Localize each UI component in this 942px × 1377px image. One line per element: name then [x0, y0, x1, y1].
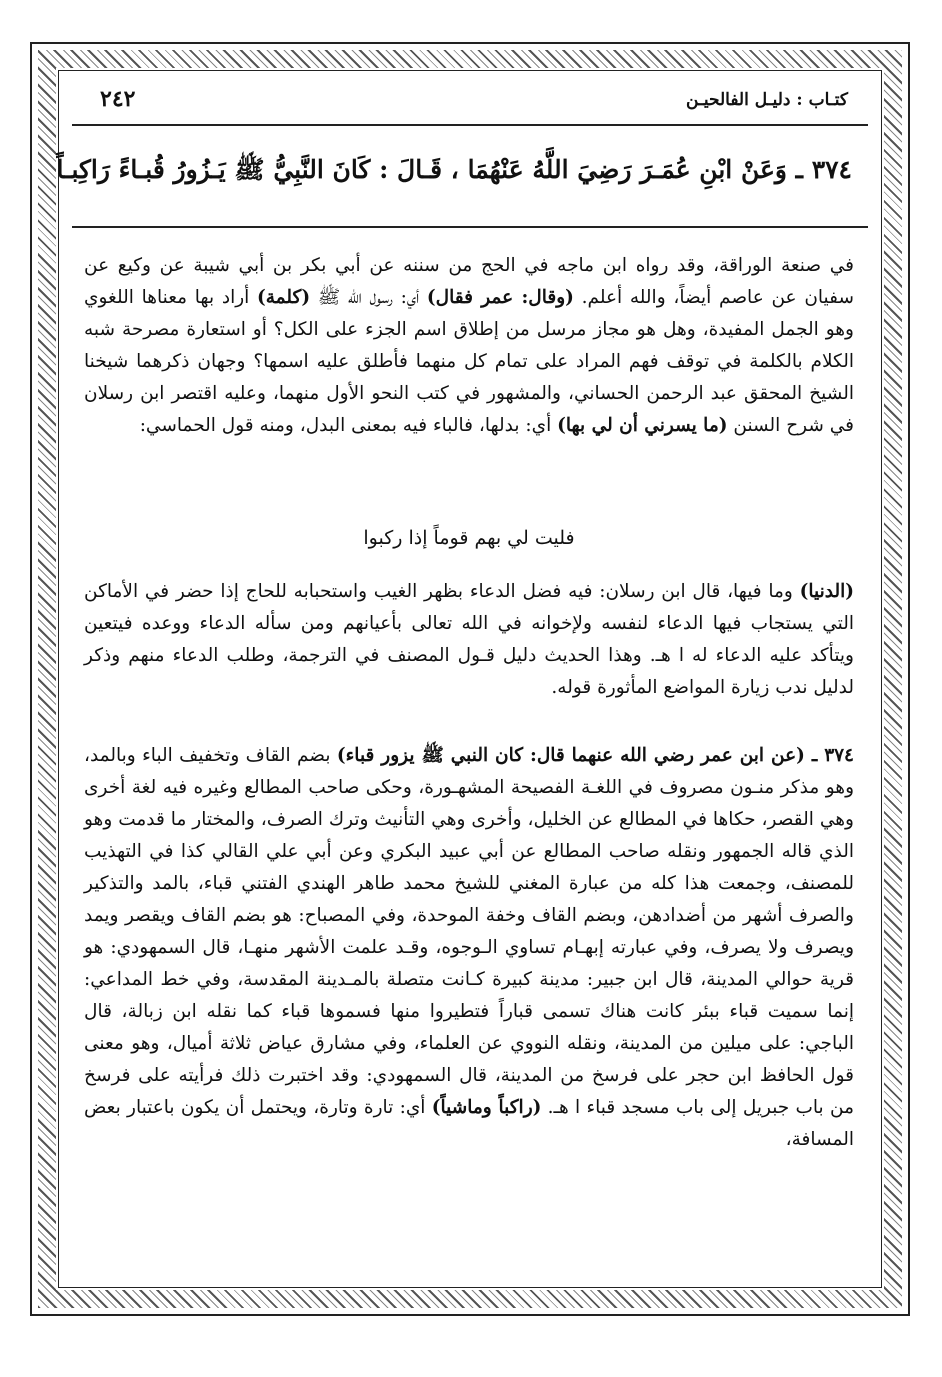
text-run: أي: رسول الله ﷺ — [310, 287, 427, 308]
commentary-paragraph-2 — [84, 576, 854, 704]
text-run: بضم القاف وتخفيف الباء وبالمد، وهو مذكر منـون مصروف في اللغـة الفصيحة المشهـورة، وحكى صاحب المطالع وغيره فيه لغة أخرى وهي القصر، حكاها في المطالع عن الخليل، وأخرى وهي التأنيث وترك الصرف، والمختار ما قدمت وهو الذي قاله الجمهور ونقله صاحب المطالع عن أبي عبيد البكري وعن أبي علي القالي كذا في التهذيب للمصنف، وجمعت هذا كله من عبارة المغني للشيخ محمد طاهر الهندي الفتني قباء، بالمد والتذكير والصرف أشهر من أضدادهن، وبضم القاف وخفة الموحدة، وفي المصباح: هو بضم القاف ويقصر ويمد ويصرف ولا يصرف، وفي عبارته إبهـام تساوي الـوجوه، وقـد علمت الأشهر منهـا، قال السمهودي: هو قرية حوالي المدينة، قال ابن جبير: مدينة كبيرة كـانت متصلة بالمـدينة المقدسة، وفي خط المداعي: إنما سميت قباء ببئر كانت هناك تسمى قباراً فتطيروا منها فسموها قباء كما نقله ابن زبالة، قال الباجي: على ميلين من المدينة، ونقله النووي عن العلماء، وفي مشارق عياض ثلاثة أميال، وهو معنى قول الحافظ ابن حجر على فرسخ من المدينة، قال السمهودي: وقد اختبرت ذلك فرأيته على فرسخ من باب جبريل إلى باب مسجد قباء ا هـ. — [84, 745, 855, 1118]
hadith-number: ٣٧٤ ـ — [804, 745, 854, 766]
bold-quote: (راكباً وماشياً) — [431, 1097, 542, 1118]
bold-quote: (ما يسرني أن لي بها) — [557, 415, 728, 436]
text-run: أي: بدلها، فالباء فيه بمعنى البدل، ومنه قول الحماسي: — [139, 415, 558, 436]
text-run: وما فيها، قال ابن رسلان: فيه فضل الدعاء بظهر الغيب واستحبابه للحاج إذا حضر في الأماكن التي يستجاب فيها الدعاء لنفسه ولإخوانه في الله تعالى بأعيانهم ومن سأله الدعاء ووعده فيتعين ويتأكد عليه الدعاء له ا هـ. وهذا الحديث دليل قـول المصنف في الترجمة، وطلب الدعاء منهم وذكر لدليل ندب زيارة المواضع المأثورة قوله. — [84, 581, 854, 698]
page-number: ٢٤٢ — [100, 86, 136, 112]
poetry-verse: فليت لي بهم قوماً إذا ركبوا — [363, 527, 575, 549]
section-divider — [72, 226, 868, 228]
book-title: كتـاب : دليـل الفالحيـن — [685, 90, 848, 110]
hadith-text: ٣٧٤ ـ وَعَنْ ابْنِ عُمَـرَ رَضِيَ اللَّهُ عَنْهُمَا ، قَـالَ : كَانَ النَّبِيُّ ﷺ يَـزُورُ قُبـاءً رَاكِبـاً — [56, 155, 852, 184]
bold-quote: (كلمة) — [257, 287, 311, 308]
text-run: أراد بها معناها اللغوي وهو الجمل المفيدة، وهل هو مجاز مرسل من إطلاق اسم الجزء على الكل؟ أو استعارة مصرحة شبه الكلام بالكلمة في توقف فهم المراد على تمام كل منهما فأطلق عليه اسمها؟ وجهان ذكرهما شيخنا الشيخ المحقق عبد الرحمن الحساني، والمشهور في كتب النحو الأول منهما، وعليه اقتصر ابن رسلان في شرح السنن — [84, 287, 854, 436]
header-divider — [72, 124, 868, 126]
commentary-paragraph-3 — [84, 740, 854, 1156]
bold-quote: (الدنيا) — [799, 581, 854, 602]
bold-quote: (وقال: عمر فقال) — [426, 287, 574, 308]
text-run: في صنعة الوراقة، وقد رواه ابن ماجه في الحج من سننه عن أبي بكر بن أبي شيبة عن وكيع عن سفيان عن عاصم أيضاً، والله أعلم. — [84, 255, 854, 308]
bold-quote: (عن ابن عمر رضي الله عنهما قال: كان النبي ﷺ يزور قباء) — [336, 745, 805, 766]
page-header — [72, 82, 868, 122]
commentary-paragraph-1 — [84, 250, 854, 442]
text-run: أي: تارة وتارة، ويحتمل أن يكون باعتبار بعض المسافة، — [84, 1097, 854, 1150]
